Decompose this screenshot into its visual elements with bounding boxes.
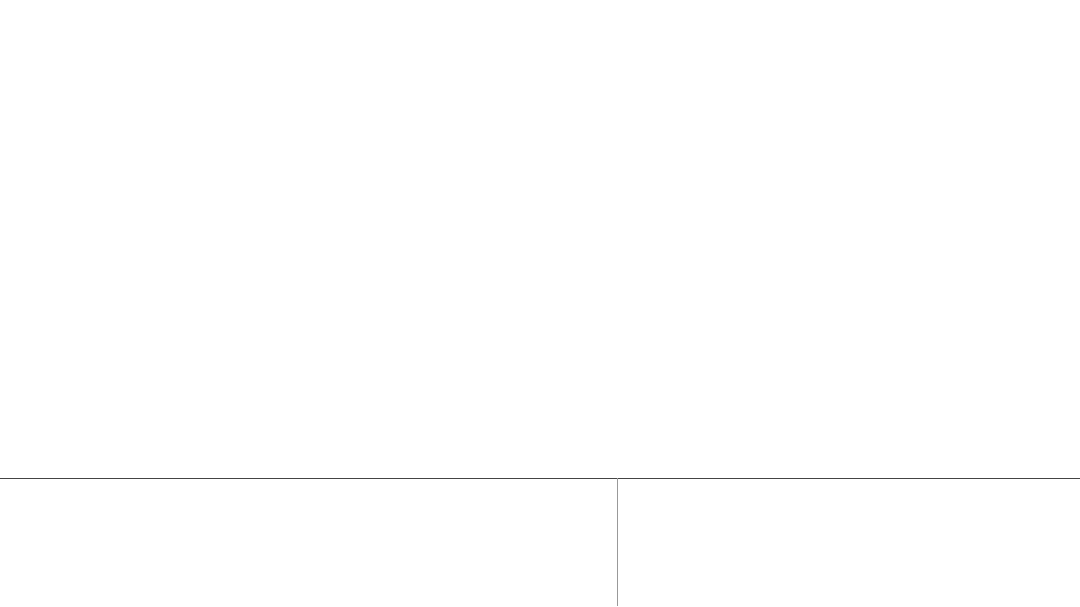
notes-area [0,478,1080,607]
notes-divider [617,478,618,606]
